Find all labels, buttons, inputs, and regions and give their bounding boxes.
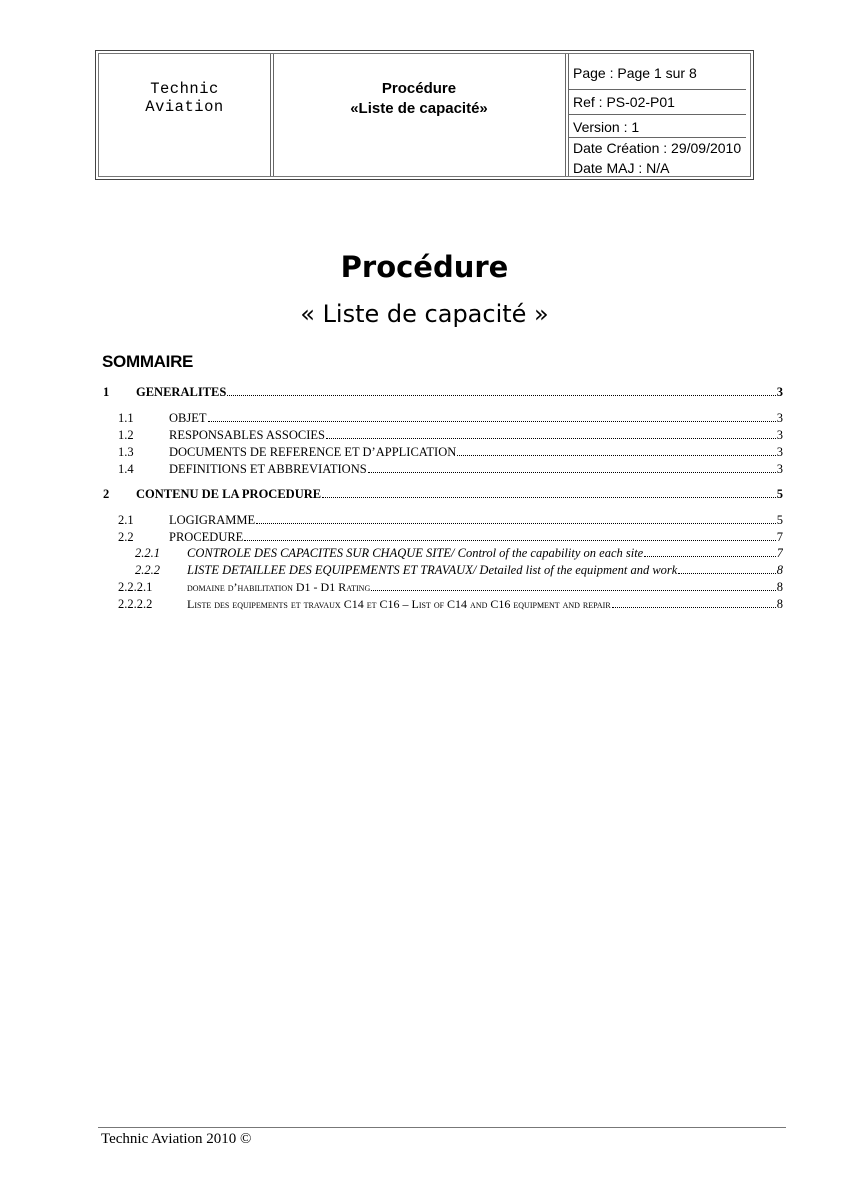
header-title xyxy=(273,79,565,119)
toc-entry-page: 3 xyxy=(776,411,783,425)
document-subtitle: « Liste de capacité » xyxy=(300,300,549,328)
toc-leader-dots xyxy=(678,562,775,574)
toc-leader-dots xyxy=(644,545,776,557)
toc-entry-label: Liste des equipements et travaux C14 et C16 – List of C14 and C16 equipment and repair xyxy=(187,597,611,611)
header-title-line2: «Liste de capacité» xyxy=(350,100,488,117)
toc-entry-number: 2.2.2.2 xyxy=(118,597,153,611)
toc-leader-dots xyxy=(326,427,776,439)
toc-entry-label: LISTE DETAILLEE DES EQUIPEMENTS ET TRAVAUX/ Detailed list of the equipment and work xyxy=(187,563,678,577)
toc-entry-number: 1.1 xyxy=(118,411,134,425)
company-line2: Aviation xyxy=(145,98,224,116)
toc-entry-number: 1.3 xyxy=(118,445,134,459)
toc-leader-dots xyxy=(322,486,776,498)
toc-entry-label: DEFINITIONS ET ABBREVIATIONS xyxy=(169,462,367,476)
toc-entry[interactable] xyxy=(118,512,783,528)
update-date: Date MAJ : N/A xyxy=(573,160,670,176)
toc-entry-number: 2 xyxy=(103,487,110,501)
toc-leader-dots xyxy=(208,410,776,422)
header-table-inner-border xyxy=(98,53,751,177)
toc-leader-dots xyxy=(371,579,776,591)
toc-entry[interactable] xyxy=(103,384,783,400)
toc-leader-dots xyxy=(612,596,776,608)
company-line1: Technic xyxy=(150,80,219,98)
toc-entry-page: 8 xyxy=(776,597,783,611)
toc-entry-page: 7 xyxy=(776,546,783,560)
toc-entry-label: RESPONSABLES ASSOCIES xyxy=(169,428,325,442)
toc-entry[interactable] xyxy=(103,486,783,502)
toc-heading: SOMMAIRE xyxy=(102,352,194,371)
version: Version : 1 xyxy=(573,119,640,135)
toc-entry-label: CONTENU DE LA PROCEDURE xyxy=(136,487,322,501)
toc-entry-label: LOGIGRAMME xyxy=(169,513,256,527)
toc-entry-label: PROCEDURE xyxy=(169,530,244,544)
toc-entry[interactable] xyxy=(135,562,783,578)
header-table xyxy=(95,50,754,180)
toc-entry-page: 3 xyxy=(776,385,783,399)
footer-text: Technic Aviation 2010 © xyxy=(101,1131,252,1147)
toc-leader-dots xyxy=(256,512,776,524)
toc-entry-label: GENERALITES xyxy=(136,385,227,399)
company-name xyxy=(99,80,270,116)
header-divider xyxy=(270,54,271,176)
toc-entry-page: 3 xyxy=(776,462,783,476)
toc-leader-dots xyxy=(244,529,775,541)
toc-entry-number: 2.2 xyxy=(118,530,134,544)
footer-rule xyxy=(98,1127,786,1128)
toc-entry-number: 1.2 xyxy=(118,428,134,442)
toc-entry-page: 3 xyxy=(776,428,783,442)
toc-entry[interactable] xyxy=(118,410,783,426)
toc-entry-page: 7 xyxy=(776,530,783,544)
toc-entry-number: 2.2.2 xyxy=(135,563,160,577)
toc-entry-label: domaine d’habilitation D1 - D1 Rating xyxy=(187,580,371,594)
header-title-line1: Procédure xyxy=(381,80,457,97)
toc-leader-dots xyxy=(227,384,775,396)
toc-leader-dots xyxy=(457,444,775,456)
toc-entry-page: 3 xyxy=(776,445,783,459)
toc-entry[interactable] xyxy=(118,529,783,545)
toc-entry-label: CONTROLE DES CAPACITES SUR CHAQUE SITE/ Control of the capability on each site xyxy=(187,546,644,560)
toc-entry-number: 2.2.1 xyxy=(135,546,160,560)
document-meta xyxy=(569,54,750,178)
toc-entry-label: OBJET xyxy=(169,411,207,425)
toc-entry-page: 5 xyxy=(776,513,783,527)
toc-entry[interactable] xyxy=(118,444,783,460)
toc-entry-label: DOCUMENTS DE REFERENCE ET D’APPLICATION xyxy=(169,445,457,459)
toc-entry[interactable] xyxy=(118,596,783,612)
toc-leader-dots xyxy=(368,461,776,473)
toc-entry-number: 1 xyxy=(103,385,110,399)
toc-entry-page: 8 xyxy=(776,580,783,594)
page-info: Page : Page 1 sur 8 xyxy=(573,65,697,81)
toc-entry-number: 2.1 xyxy=(118,513,134,527)
document-title: Procédure xyxy=(340,250,509,284)
toc-entry-number: 2.2.2.1 xyxy=(118,580,153,594)
header-divider xyxy=(565,54,566,176)
toc-entry[interactable] xyxy=(118,427,783,443)
reference: Ref : PS-02-P01 xyxy=(573,94,675,110)
toc-entry[interactable] xyxy=(118,579,783,595)
toc-entry[interactable] xyxy=(135,545,783,561)
toc-entry[interactable] xyxy=(118,461,783,477)
toc-entry-number: 1.4 xyxy=(118,462,134,476)
toc-entry-page: 8 xyxy=(776,563,783,577)
toc-entry-page: 5 xyxy=(776,487,783,501)
creation-date: Date Création : 29/09/2010 xyxy=(573,140,742,156)
